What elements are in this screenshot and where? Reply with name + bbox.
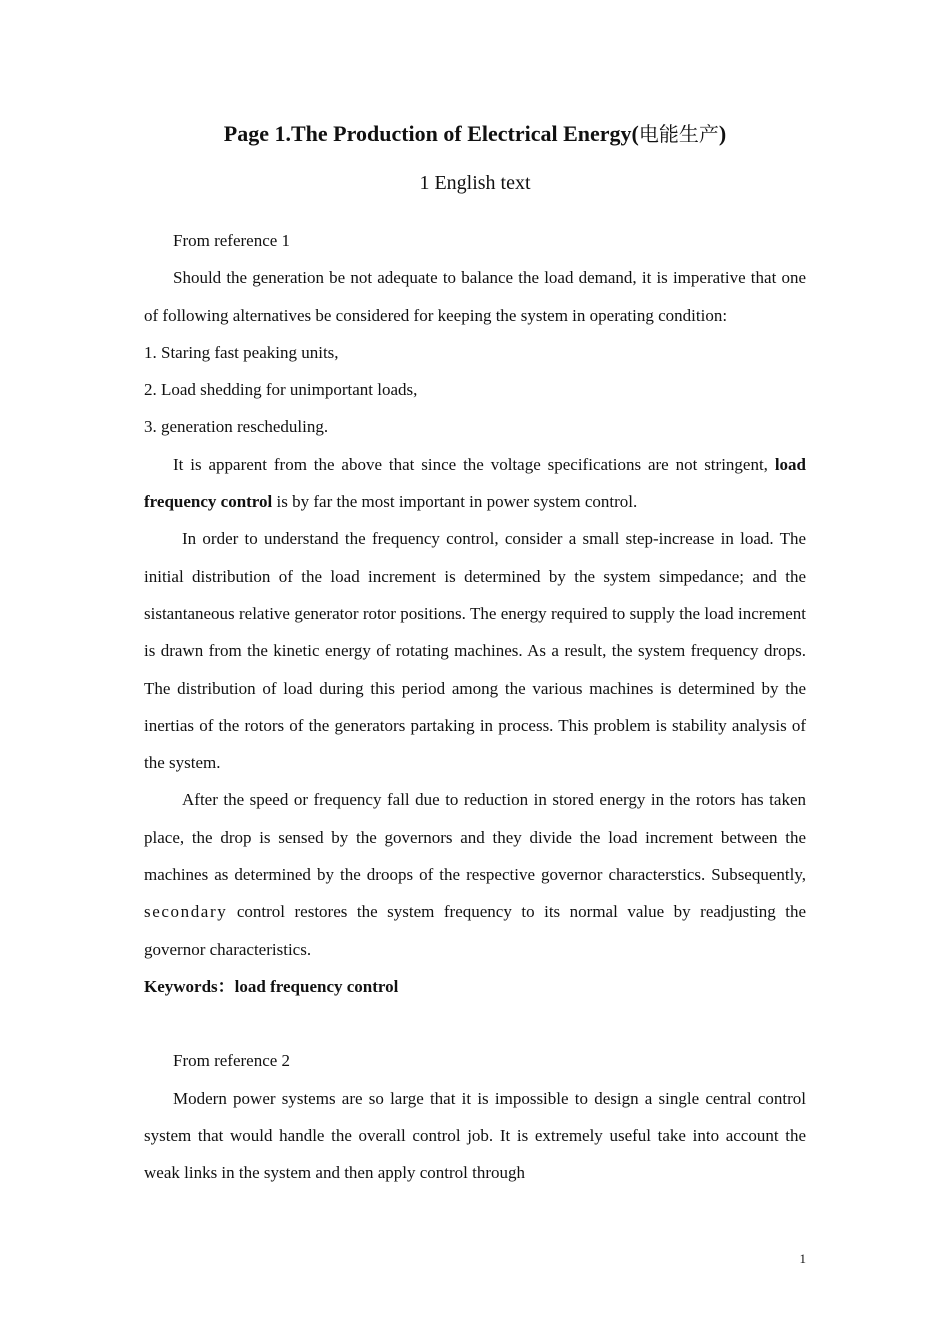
reference-1-paragraph-3: In order to understand the frequency control, consider a small step-increase in load. The initial distribution of the load increment is determined by the system simpedance; and the sistantaneous relative generator rotor positions. The energy required to supply the load increment is drawn from the kinetic energy of rotating machines. As a result, the system frequency drops. The distribution of load during this period among the various machines is determined by the inertias of the rotors of the generators partaking in process. This problem is stability analysis of the system.	[144, 529, 806, 773]
body-text	[144, 222, 806, 1191]
page-title-close: )	[718, 121, 727, 146]
list-item-3: 3. generation rescheduling.	[144, 417, 329, 437]
page-title	[0, 118, 950, 147]
paragraph-4-start: After the speed or frequency fall due to reduction in stored energy in the rotors has taken place, the drop is sensed by the governors and they divide the load increment between the machines as determined by the droops of the respective governor characterstics. Subsequently,	[144, 790, 806, 885]
list-item-2: 2. Load shedding for unimportant loads,	[144, 380, 418, 400]
reference-1-paragraph-4	[144, 781, 806, 967]
paragraph-2-bold-term: load frequency control	[144, 454, 806, 512]
section-gap	[144, 1005, 806, 1042]
paragraph-4-end: control restores the system frequency to its normal value by readjusting the governor characteristics.	[144, 902, 806, 959]
reference-1-paragraph-1: Should the generation be not adequate to balance the load demand, it is imperative that one of following alternatives be considered for keeping the system in operating condition:	[144, 268, 806, 325]
paragraph-2-end: is by far the most important in power system control.	[272, 492, 638, 512]
page-number: 1	[799, 1251, 806, 1266]
paragraph-2-start: It is apparent from the above that since the voltage specifications are not stringent,	[173, 454, 768, 474]
keywords-value: load frequency control	[234, 976, 399, 996]
reference-1-paragraph-2	[144, 446, 806, 521]
keywords-label: Keywords：	[144, 976, 235, 996]
page-title-text: Page 1.The Production of Electrical Energy(	[223, 121, 639, 146]
list-item-1: 1. Staring fast peaking units,	[144, 342, 339, 362]
section-subtitle: 1 English text	[419, 172, 531, 194]
reference-2-heading: From reference 2	[173, 1051, 291, 1071]
reference-2-paragraph-1: Modern power systems are so large that it is impossible to design a single central control system that would handle the overall control job. It is extremely useful take into account the weak links in the system and then apply control through	[144, 1088, 806, 1183]
paragraph-4-spaced-word: secondary	[144, 902, 228, 922]
keywords-line	[144, 968, 806, 1005]
reference-1-heading: From reference 1	[173, 231, 291, 250]
page-title-cjk: 电能生产	[638, 122, 719, 146]
